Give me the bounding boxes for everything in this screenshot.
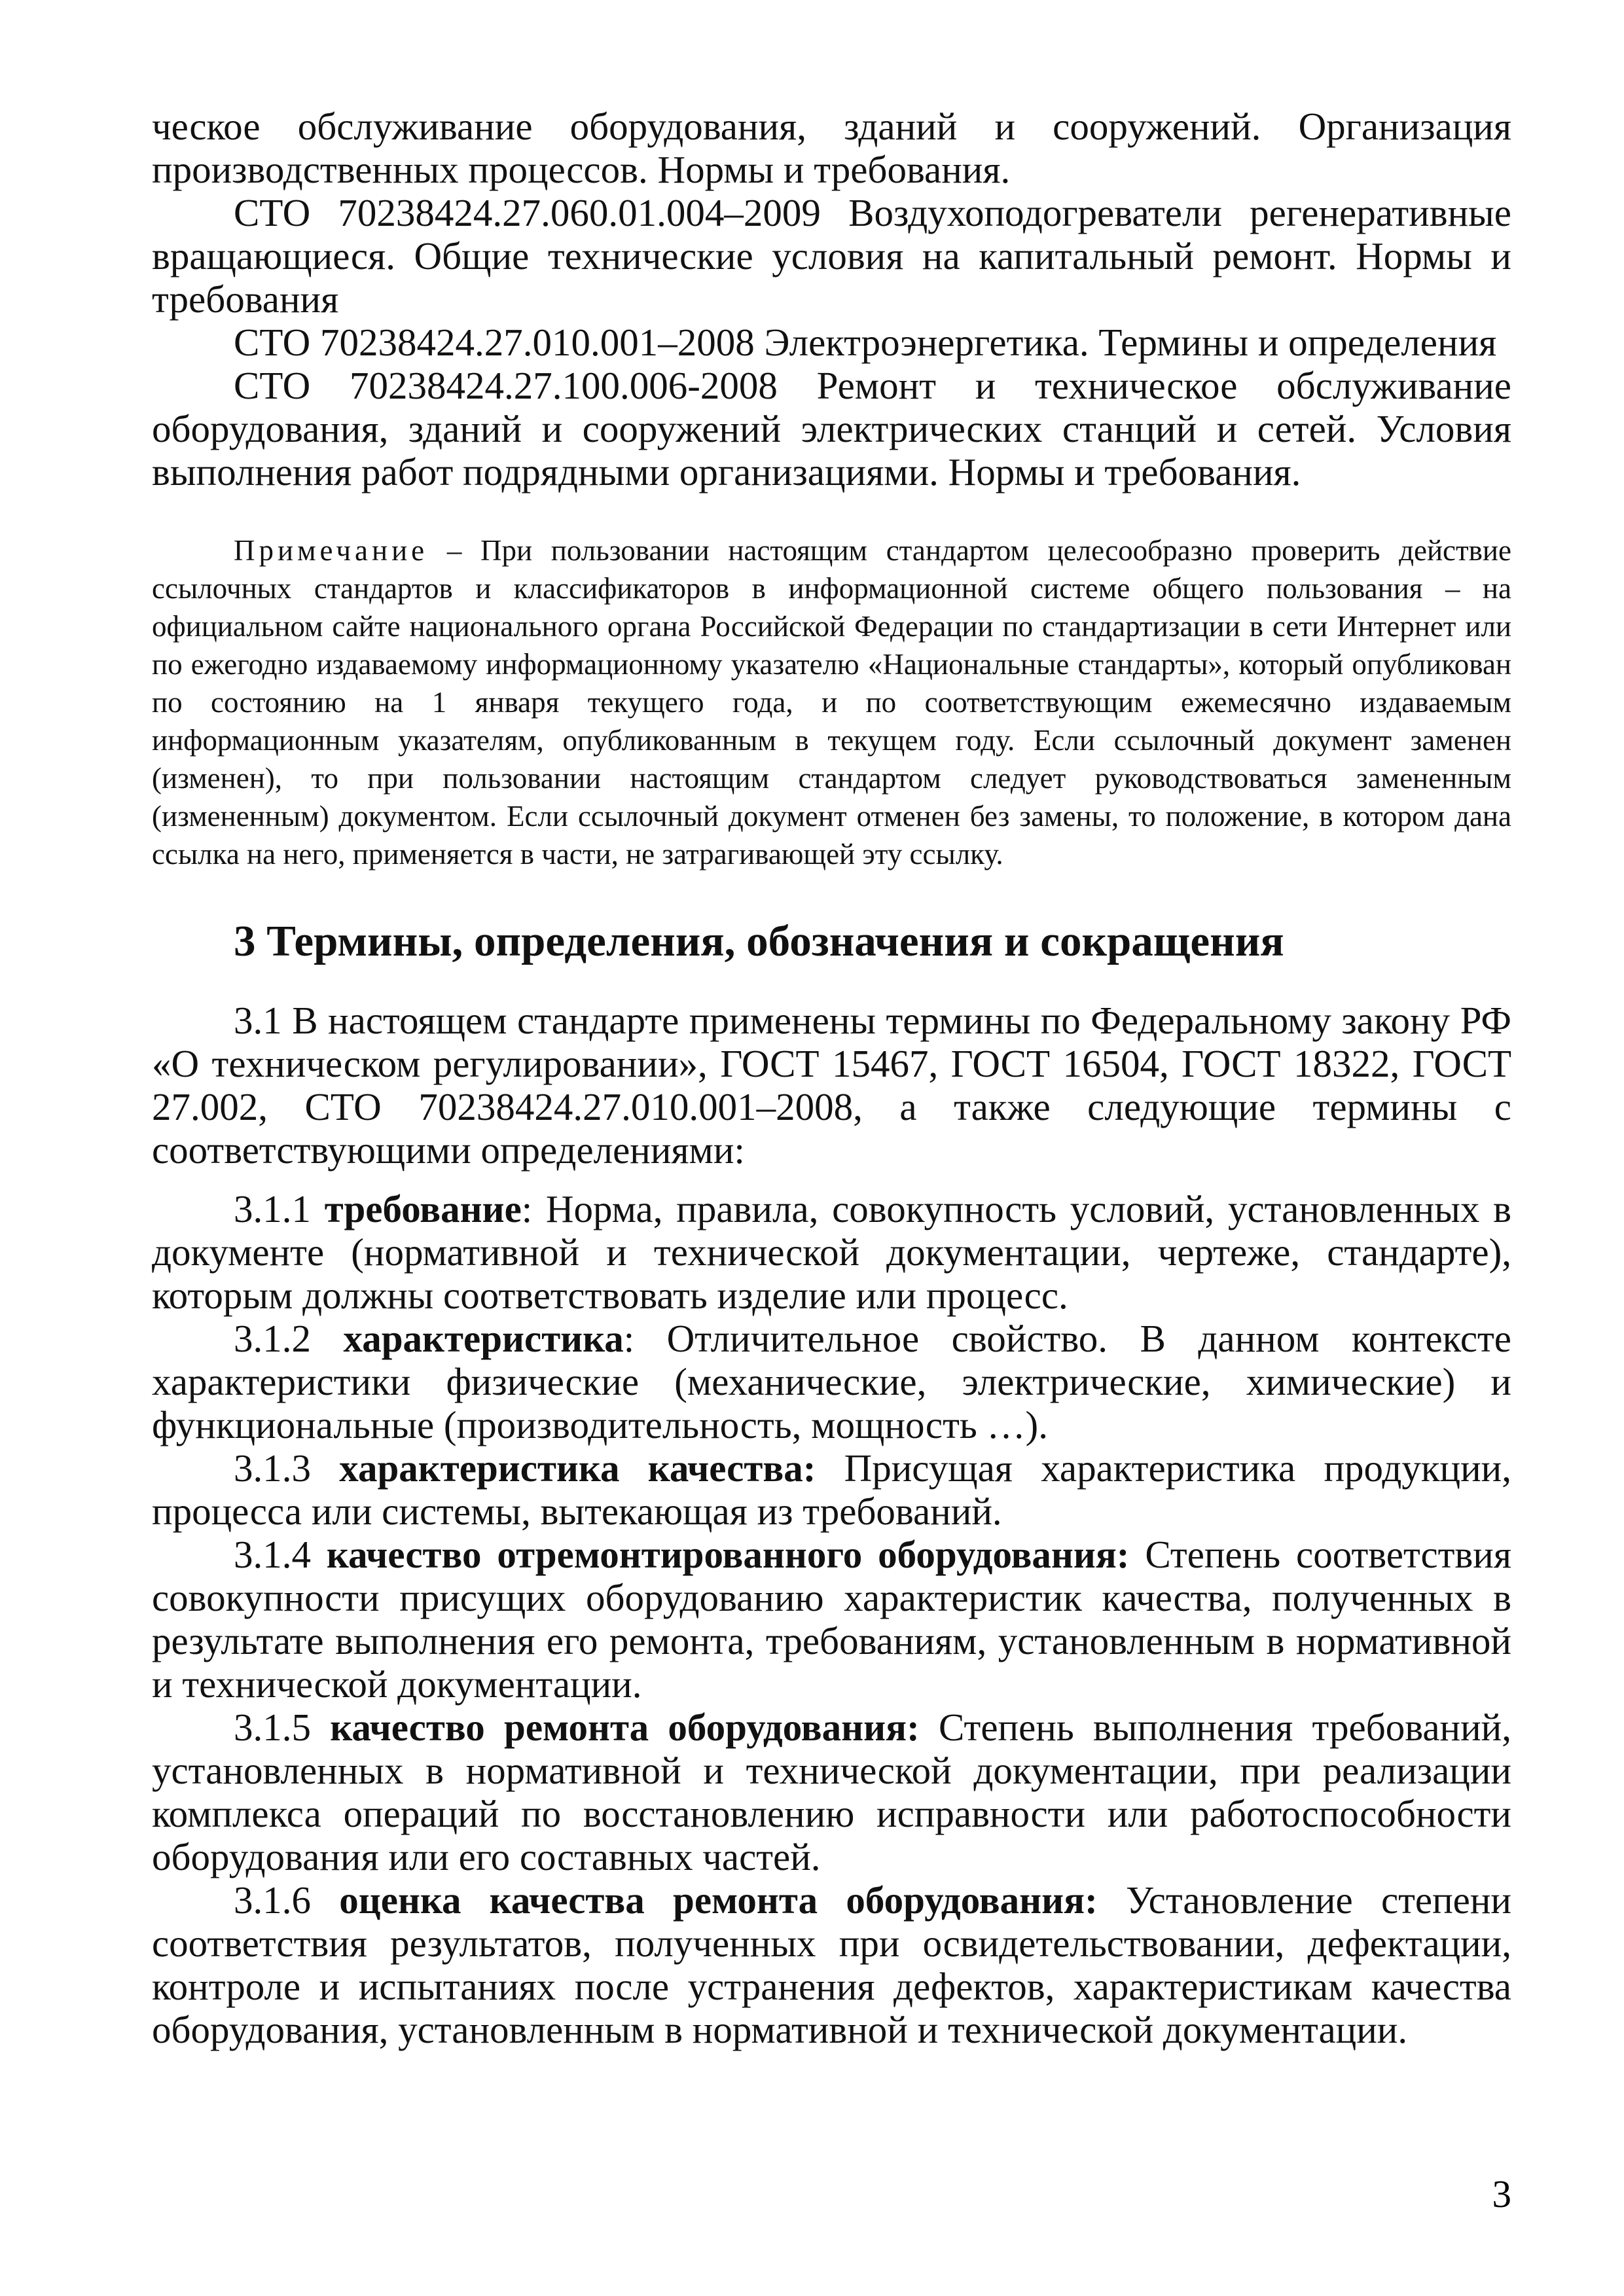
term-item bbox=[152, 1446, 1511, 1533]
term-name: оценка качества ремонта оборудования: bbox=[339, 1878, 1098, 1922]
section-intro: 3.1 В настоящем стандарте применены термины по Федеральному закону РФ «О техническом регулировании», ГОСТ 15467, ГОСТ 16504, ГОСТ 18322, ГОСТ 27.002, СТО 70238424.27.010.001–2008, а также следующие термины с соответствующими определениями: bbox=[152, 999, 1511, 1172]
term-number: 3.1.5 bbox=[234, 1706, 331, 1749]
term-name: качество ремонта оборудования: bbox=[330, 1706, 920, 1749]
term-name: качество отремонтированного оборудования: bbox=[326, 1533, 1130, 1576]
term-definition: Степень соответствия совокупности присущих оборудованию характеристик качества, полученных в результате выполнения его ремонта, требованиям, установленным в нормативной и технической документации. bbox=[152, 1533, 1511, 1706]
term-definition: : Отличительное свойство. В данном контексте характеристики физические (механические, электрические, химические) и функциональные (производительность, мощность …). bbox=[152, 1317, 1511, 1446]
note-label: Примечание bbox=[234, 534, 429, 567]
term-number: 3.1.6 bbox=[234, 1878, 340, 1922]
page-number: 3 bbox=[1492, 2172, 1511, 2215]
term-item bbox=[152, 1533, 1511, 1706]
note-paragraph bbox=[152, 531, 1511, 873]
term-number: 3.1.1 bbox=[234, 1187, 325, 1230]
term-item bbox=[152, 1187, 1511, 1317]
term-definition: Установление степени соответствия результатов, полученных при освидетельствовании, дефектации, контроле и испытаниях после устранения дефектов, характеристикам качества оборудования, установленным в нормативной и технической документации. bbox=[152, 1878, 1512, 2051]
note-text: – При пользовании настоящим стандартом целесообразно проверить действие ссылочных стандартов и классификаторов в информационной системе общего пользования – на официальном сайте национального органа Российской Федерации по стандартизации в сети Интернет или по ежегодно издаваемому информационному указателю «Национальные стандарты», который опубликован по состоянию на 1 января текущего года, и по соответствующим ежемесячно издаваемым информационным указателям, опубликованным в текущем году. Если ссылочный документ заменен (изменен), то при пользовании настоящим стандартом следует руководствоваться замененным (измененным) документом. Если ссылочный документ отменен без замены, то положение, в котором дана ссылка на него, применяется в части, не затрагивающей эту ссылку. bbox=[152, 534, 1511, 870]
term-number: 3.1.3 bbox=[234, 1446, 340, 1490]
ref-paragraph-3: СТО 70238424.27.010.001–2008 Электроэнергетика. Термины и определения bbox=[234, 321, 1497, 364]
term-item bbox=[152, 1706, 1511, 1878]
term-number: 3.1.2 bbox=[234, 1317, 344, 1360]
term-name: требование bbox=[324, 1187, 522, 1230]
term-item bbox=[152, 1878, 1511, 2051]
ref-paragraph-4: СТО 70238424.27.100.006-2008 Ремонт и техническое обслуживание оборудования, зданий и сооружений электрических станций и сетей. Условия выполнения работ подрядными организациями. Нормы и требования. bbox=[152, 364, 1511, 493]
term-definition: Присущая характеристика продукции, процесса или системы, вытекающая из требований. bbox=[152, 1446, 1511, 1533]
section-title: 3 Термины, определения, обозначения и сокращения bbox=[234, 917, 1284, 965]
ref-paragraph-1: ческое обслуживание оборудования, зданий и сооружений. Организация производственных процессов. Нормы и требования. bbox=[152, 105, 1511, 191]
term-item bbox=[152, 1317, 1511, 1446]
ref-paragraph-2: СТО 70238424.27.060.01.004–2009 Воздухоподогреватели регенеративные вращающиеся. Общие технические условия на капитальный ремонт. Нормы и требования bbox=[152, 191, 1511, 321]
term-name: характеристика качества: bbox=[339, 1446, 816, 1490]
document-page bbox=[152, 105, 1511, 2051]
term-name: характеристика bbox=[343, 1317, 624, 1360]
term-number: 3.1.4 bbox=[234, 1533, 327, 1576]
term-definition: : Норма, правила, совокупность условий, установленных в документе (нормативной и технической документации, чертеже, стандарте), которым должны соответствовать изделие или процесс. bbox=[152, 1187, 1512, 1317]
term-definition: Степень выполнения требований, установленных в нормативной и технической документации, при реализации комплекса операций по восстановлению исправности или работоспособности оборудования или его составных частей. bbox=[152, 1706, 1511, 1878]
